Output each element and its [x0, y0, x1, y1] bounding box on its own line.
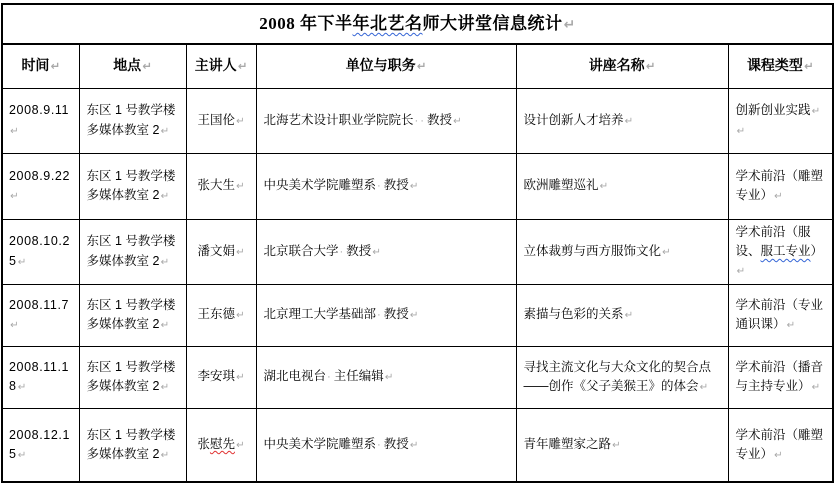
paragraph-mark: ↵ — [160, 124, 170, 137]
paragraph-mark: ↵ — [10, 124, 20, 137]
cell-date[interactable]: 2008.11.18↵ — [2, 346, 79, 408]
cell-date[interactable]: 2008.9.22↵ — [2, 153, 79, 219]
cell-lecture[interactable]: 欧洲雕塑巡礼↵ — [516, 153, 728, 219]
paragraph-mark: ↵ — [416, 59, 427, 74]
header-time[interactable] — [2, 44, 79, 88]
paragraph-mark: ↵ — [160, 255, 170, 268]
header-unit-label: 单位与职务 — [345, 57, 416, 74]
title-text-spellcheck-underline: 年北艺名 — [352, 13, 423, 33]
table-row-header — [2, 44, 833, 88]
paragraph-mark: ↵ — [372, 245, 381, 258]
paragraph-mark: ↵ — [235, 114, 245, 127]
table-row — [2, 88, 833, 153]
cell-date[interactable]: 2008.10.25↵ — [2, 219, 79, 284]
paragraph-mark: ↵ — [50, 59, 61, 74]
cell-location[interactable]: 东区 1 号教学楼多媒体教室 2↵ — [79, 88, 186, 153]
table-row — [2, 219, 833, 284]
cell-type[interactable]: 学术前沿（播音与主持专业）↵ — [728, 346, 833, 408]
cell-location[interactable]: 东区 1 号教学楼多媒体教室 2↵ — [79, 408, 186, 482]
cell-lecture[interactable]: 青年雕塑家之路↵ — [516, 408, 728, 482]
header-speaker[interactable] — [186, 44, 256, 88]
paragraph-mark: ↵ — [736, 265, 746, 278]
cell-location[interactable]: 东区 1 号教学楼多媒体教室 2↵ — [79, 284, 186, 346]
cell-unit[interactable]: 北京联合大学·教授↵ — [256, 219, 516, 284]
paragraph-mark: ↵ — [235, 180, 245, 193]
paragraph-mark: ↵ — [17, 448, 27, 461]
paragraph-mark: ↵ — [160, 190, 170, 202]
table-row-title — [2, 4, 833, 44]
cell-type[interactable]: 学术前沿（雕塑专业）↵ — [728, 153, 833, 219]
document-title[interactable] — [2, 4, 833, 44]
paragraph-mark: ↵ — [235, 309, 245, 322]
cell-speaker[interactable]: 王国伦↵ — [186, 88, 256, 153]
space-marks: · — [327, 371, 333, 384]
title-text-post: 师大讲堂信息统计 — [422, 13, 563, 33]
paragraph-mark: ↵ — [774, 448, 783, 461]
header-lecture[interactable] — [516, 44, 728, 88]
space-marks: · — [377, 180, 383, 193]
cell-lecture[interactable]: 素描与色彩的关系↵ — [516, 284, 728, 346]
header-type-label: 课程类型 — [746, 57, 803, 74]
table-row — [2, 153, 833, 219]
header-type[interactable] — [728, 44, 833, 88]
header-speaker-label: 主讲人 — [194, 57, 237, 74]
space-marks: · — [377, 309, 383, 322]
table-row — [2, 346, 833, 408]
cell-speaker[interactable]: 李安琪↵ — [186, 346, 256, 408]
cell-type[interactable]: 学术前沿（服设、服工专业）↵ — [728, 219, 833, 284]
paragraph-mark: ↵ — [624, 114, 634, 127]
cell-speaker[interactable]: 张大生↵ — [186, 153, 256, 219]
paragraph-mark: ↵ — [409, 309, 419, 322]
paragraph-mark: ↵ — [612, 439, 621, 452]
cell-lecture[interactable]: 设计创新人才培养↵ — [516, 88, 728, 153]
cell-date[interactable]: 2008.11.7↵ — [2, 284, 79, 346]
header-location-label: 地点 — [113, 57, 142, 74]
paragraph-mark: ↵ — [237, 59, 248, 74]
paragraph-mark: ↵ — [160, 448, 170, 461]
header-time-label: 时间 — [21, 57, 50, 74]
paragraph-mark: ↵ — [803, 59, 814, 74]
speaker-spellcheck-underline: 慰先 — [209, 437, 235, 452]
cell-unit[interactable]: 中央美术学院雕塑系·教授↵ — [256, 408, 516, 482]
paragraph-mark: ↵ — [645, 59, 656, 74]
paragraph-mark: ↵ — [235, 371, 245, 384]
cell-unit[interactable]: 中央美术学院雕塑系·教授↵ — [256, 153, 516, 219]
paragraph-mark: ↵ — [563, 16, 576, 33]
paragraph-mark: ↵ — [384, 371, 394, 384]
paragraph-mark: ↵ — [160, 381, 170, 394]
paragraph-mark: ↵ — [599, 180, 609, 193]
cell-unit[interactable]: 北京理工大学基础部·教授↵ — [256, 284, 516, 346]
paragraph-mark: ↵ — [409, 180, 419, 193]
paragraph-mark: ↵ — [142, 59, 152, 74]
space-marks: ·· — [414, 114, 427, 127]
info-table — [1, 3, 834, 483]
cell-unit[interactable]: 湖北电视台·主任编辑↵ — [256, 346, 516, 408]
cell-speaker[interactable]: 王东德↵ — [186, 284, 256, 346]
space-marks: · — [339, 245, 346, 258]
cell-speaker[interactable]: 潘文娟↵ — [186, 219, 256, 284]
title-text-pre: 2008 年下半 — [259, 13, 353, 33]
paragraph-mark: ↵ — [736, 124, 746, 137]
cell-location[interactable]: 东区 1 号教学楼多媒体教室 2↵ — [79, 219, 186, 284]
cell-date[interactable]: 2008.9.11↵ — [2, 88, 79, 153]
paragraph-mark: ↵ — [811, 381, 821, 394]
paragraph-mark: ↵ — [624, 309, 634, 322]
paragraph-mark: ↵ — [17, 255, 27, 268]
header-lecture-label: 讲座名称 — [588, 57, 645, 74]
paragraph-mark: ↵ — [10, 319, 20, 332]
paragraph-mark: ↵ — [662, 245, 671, 258]
table-row — [2, 408, 833, 482]
cell-date[interactable]: 2008.12.15↵ — [2, 408, 79, 482]
header-unit[interactable] — [256, 44, 516, 88]
space-marks: · — [377, 439, 383, 452]
cell-location[interactable]: 东区 1 号教学楼多媒体教室 2↵ — [79, 346, 186, 408]
header-location[interactable] — [79, 44, 186, 88]
paragraph-mark: ↵ — [409, 439, 419, 452]
cell-type[interactable]: 学术前沿（雕塑专业）↵ — [728, 408, 833, 482]
paragraph-mark: ↵ — [235, 439, 245, 452]
paragraph-mark: ↵ — [453, 114, 462, 127]
paragraph-mark: ↵ — [160, 319, 170, 332]
cell-location[interactable]: 东区 1 号教学楼多媒体教室 2↵ — [79, 153, 186, 219]
cell-unit[interactable]: 北海艺术设计职业学院院长··教授↵ — [256, 88, 516, 153]
cell-lecture[interactable]: 寻找主流文化与大众文化的契合点——创作《父子美猴王》的体会↵ — [516, 346, 728, 408]
paragraph-mark: ↵ — [786, 319, 796, 332]
table-row — [2, 284, 833, 346]
cell-lecture[interactable]: 立体裁剪与西方服饰文化↵ — [516, 219, 728, 284]
paragraph-mark: ↵ — [17, 381, 27, 394]
cell-type[interactable]: 创新创业实践↵ ↵ — [728, 88, 833, 153]
paragraph-mark: ↵ — [235, 245, 245, 258]
paragraph-mark: ↵ — [811, 105, 821, 118]
cell-speaker[interactable]: 张慰先↵ — [186, 408, 256, 482]
paragraph-mark: ↵ — [10, 190, 20, 202]
paragraph-mark: ↵ — [699, 381, 709, 394]
cell-type[interactable]: 学术前沿（专业通识课）↵ — [728, 284, 833, 346]
paragraph-mark: ↵ — [774, 190, 783, 202]
